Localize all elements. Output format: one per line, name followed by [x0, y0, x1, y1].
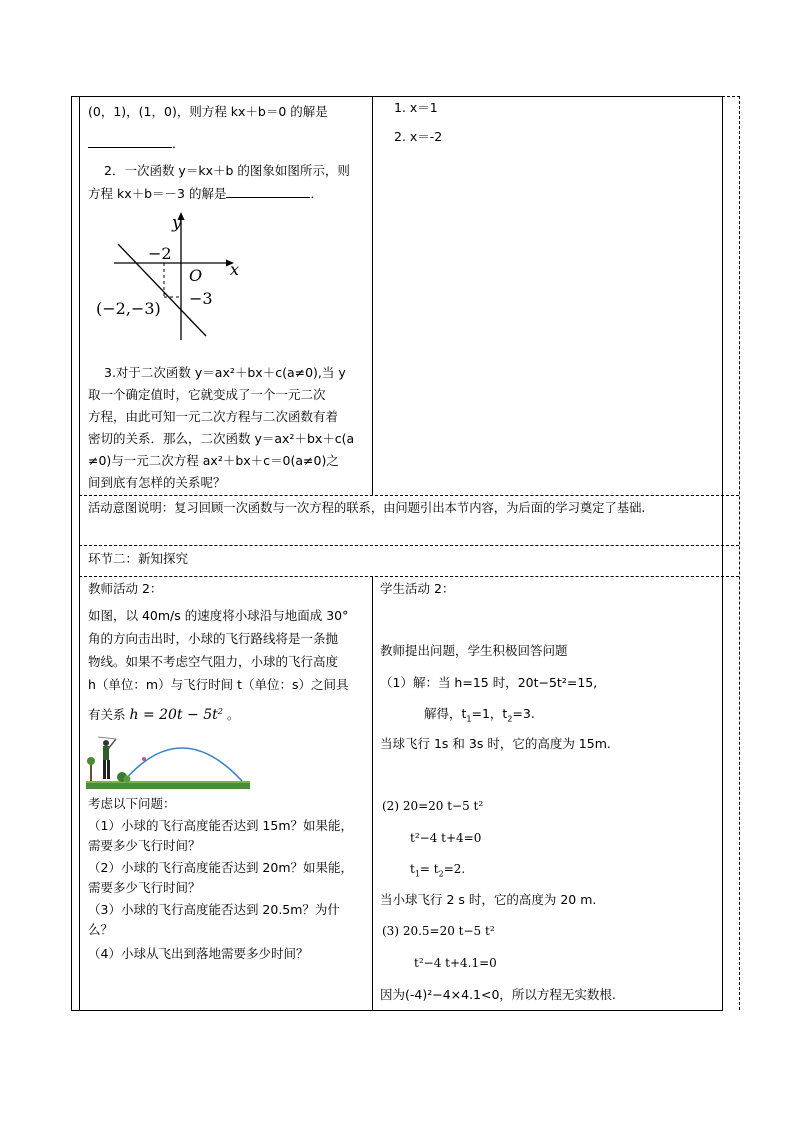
answer-2: 2. x＝-2: [394, 129, 443, 144]
student-s1-c: 当球飞行 1s 和 3s 时，它的高度为 15m.: [380, 736, 611, 751]
q3-line-4: ≠0)与一元二次方程 ax²＋bx＋c＝0(a≠0)之: [88, 453, 339, 468]
teacher-relation: 有关系 $h = 20t - 5t^2$ 。: [88, 707, 240, 724]
table-border-left: [71, 96, 72, 1010]
table-border-bottom: [71, 1010, 723, 1011]
student-s1-b: 解得，$t_1=1$，$t_2=3$.: [424, 706, 535, 724]
point-label: (−2,−3): [96, 299, 161, 318]
student-s2-c: $t_1= t_2=2$.: [410, 862, 466, 879]
q3-line-0: 3.对于二次函数 y＝ax²＋bx＋c(a≠0),当 y: [104, 365, 346, 380]
student-s1-a: （1）解：当 h=15 时，20t−5t²=15,: [380, 675, 598, 690]
ground: [86, 783, 250, 789]
golfer-figure: [98, 737, 116, 779]
q3-line-3: 密切的关系．那么，二次函数 y＝ax²＋bx＋c(a: [88, 431, 355, 446]
student-s2-d: 当小球飞行 2 s 时，它的高度为 20 m.: [380, 892, 597, 907]
row4-divider: [372, 576, 373, 1010]
q1-line: [88, 101, 328, 123]
section-2-title: 环节二：新知探究: [88, 551, 189, 566]
relation-formula: h = 20t − 5t: [129, 707, 218, 724]
student-s3-c: 因为(-4)²−4×4.1<0，所以方程无实数根.: [380, 987, 616, 1002]
ball-trajectory-illustration: [86, 733, 252, 791]
student-s2-b: t²−4 t+4=0: [410, 831, 482, 845]
q3-line-5: 间到底有怎样的关系呢？: [88, 475, 226, 490]
y-label: y: [172, 213, 182, 233]
table-border-right-dashed: [739, 96, 740, 1010]
ball: [142, 757, 146, 761]
row-sep-2: [79, 545, 739, 546]
origin-label: O: [189, 266, 203, 285]
table-border-right: [722, 96, 723, 1010]
q1-end: ．: [172, 136, 185, 151]
q3-line-2: 方程，由此可知一元二次方程与二次函数有着: [88, 409, 339, 424]
student-intro: 教师提出问题，学生积极回答问题: [380, 643, 568, 658]
q2-blank: [226, 185, 310, 198]
q3-line-1: 取一个确定值时，它就变成了一个一元二次: [88, 387, 326, 402]
table-border-left-inner: [79, 96, 80, 1010]
q2-line-b: 方程 kx＋b＝－3 的解是 ．: [88, 186, 323, 201]
row-sep-1: [79, 495, 739, 496]
linear-function-graph: [88, 210, 258, 350]
neg3-label: −3: [189, 289, 213, 308]
student-title: 学生活动 2：: [380, 581, 455, 596]
trajectory-arc: [124, 748, 242, 781]
q1-blank-line: [88, 133, 185, 155]
student-s3-b: t²−4 t+4.1=0: [414, 956, 497, 970]
student-s3-a: (3) 20.5=20 t−5 t²: [382, 924, 495, 938]
neg2-label: −2: [148, 244, 172, 263]
q1-blank: [88, 135, 172, 148]
answer-1: 1. x＝1: [394, 100, 438, 115]
row1-divider: [372, 96, 373, 495]
q2-line-a: 2．一次函数 y＝kx＋b 的图象如图所示，则: [104, 163, 350, 178]
activity-intent: 活动意图说明：复习回顾一次函数与一次方程的联系，由问题引出本节内容，为后面的学习奠定了基础.: [88, 501, 646, 515]
q1-text: (0，1)，(1，0)，则方程 kx＋b＝0 的解是: [88, 104, 328, 119]
student-s2-a: (2) 20=20 t−5 t²: [382, 799, 484, 813]
top-dash-extension: [722, 96, 740, 97]
teacher-title: 教师活动 2：: [88, 581, 163, 596]
row-sep-3: [79, 576, 739, 577]
x-label: x: [230, 260, 240, 279]
